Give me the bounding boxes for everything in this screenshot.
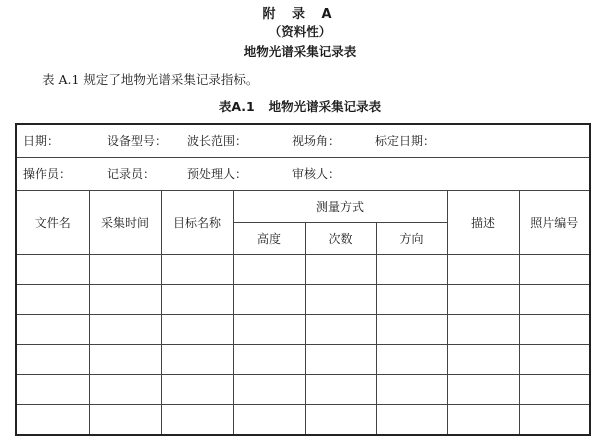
table-cell <box>519 315 590 345</box>
table-cell <box>16 285 89 315</box>
header-row-1 <box>16 191 590 223</box>
header-height: 高度 <box>233 223 305 255</box>
info-cell-2 <box>16 158 590 191</box>
table-cell <box>519 285 590 315</box>
table-row <box>16 405 590 436</box>
table-row <box>16 285 590 315</box>
header-direction: 方向 <box>376 223 447 255</box>
table-cell <box>447 285 519 315</box>
table-cell <box>161 345 233 375</box>
table-cell <box>305 285 376 315</box>
table-cell <box>89 315 161 345</box>
table-cell <box>376 375 447 405</box>
table-caption <box>0 97 600 115</box>
table-cell <box>447 255 519 285</box>
header-count: 次数 <box>305 223 376 255</box>
header-collect-time: 采集时间 <box>89 191 161 255</box>
appendix-subtitle: （资料性） <box>268 24 332 39</box>
table-cell <box>233 315 305 345</box>
table-cell <box>376 285 447 315</box>
table-cell <box>161 255 233 285</box>
table-row <box>16 375 590 405</box>
table-cell <box>16 255 89 285</box>
table-caption-number: 表A.1 <box>218 99 255 114</box>
table-cell <box>447 345 519 375</box>
table-cell <box>519 345 590 375</box>
table-cell <box>447 405 519 436</box>
table-row <box>16 315 590 345</box>
table-cell <box>519 255 590 285</box>
calibration-date-label: 标定日期： <box>375 134 436 148</box>
table-cell <box>447 375 519 405</box>
table-cell <box>233 255 305 285</box>
table-cell <box>376 345 447 375</box>
reviewer-label: 审核人： <box>292 167 341 181</box>
table-cell <box>305 315 376 345</box>
table-cell <box>376 405 447 436</box>
table-row <box>16 345 590 375</box>
table-cell <box>161 285 233 315</box>
table-cell <box>305 375 376 405</box>
table-cell <box>519 375 590 405</box>
info-row-1 <box>16 124 590 158</box>
info-cell-1 <box>16 124 590 158</box>
preprocessor-label: 预处理人： <box>187 167 248 181</box>
table-cell <box>89 255 161 285</box>
date-label: 日期： <box>23 134 60 148</box>
table-cell <box>16 315 89 345</box>
header-file-name: 文件名 <box>16 191 89 255</box>
table-cell <box>89 405 161 436</box>
table-cell <box>16 375 89 405</box>
table-row <box>16 255 590 285</box>
appendix-name: 地物光谱采集记录表 <box>243 44 357 59</box>
appendix-title: 附 录 A <box>262 7 338 22</box>
header-description: 描述 <box>447 191 519 255</box>
table-cell <box>161 375 233 405</box>
table-cell <box>376 315 447 345</box>
table-cell <box>447 315 519 345</box>
recorder-label: 记录员： <box>107 167 156 181</box>
table-cell <box>305 255 376 285</box>
header-measure-method: 测量方式 <box>233 191 447 223</box>
table-cell <box>16 345 89 375</box>
wavelength-range-label: 波长范围： <box>187 134 248 148</box>
info-row-2 <box>16 158 590 191</box>
field-of-view-label: 视场角： <box>292 134 341 148</box>
table-caption-title: 地物光谱采集记录表 <box>268 99 382 114</box>
table-cell <box>233 285 305 315</box>
table-cell <box>233 375 305 405</box>
table-cell <box>305 405 376 436</box>
intro-text: 表 A.1 规定了地物光谱采集记录指标。 <box>42 72 259 87</box>
table-cell <box>161 315 233 345</box>
table-cell <box>519 405 590 436</box>
table-cell <box>89 285 161 315</box>
table-cell <box>233 405 305 436</box>
header-target-name: 目标名称 <box>161 191 233 255</box>
table-cell <box>16 405 89 436</box>
table-cell <box>305 345 376 375</box>
operator-label: 操作员： <box>23 167 72 181</box>
device-model-label: 设备型号： <box>107 134 168 148</box>
table-cell <box>89 375 161 405</box>
table-cell <box>233 345 305 375</box>
table-cell <box>89 345 161 375</box>
record-table <box>15 123 591 436</box>
header-photo-number: 照片编号 <box>519 191 590 255</box>
table-cell <box>161 405 233 436</box>
table-cell <box>376 255 447 285</box>
